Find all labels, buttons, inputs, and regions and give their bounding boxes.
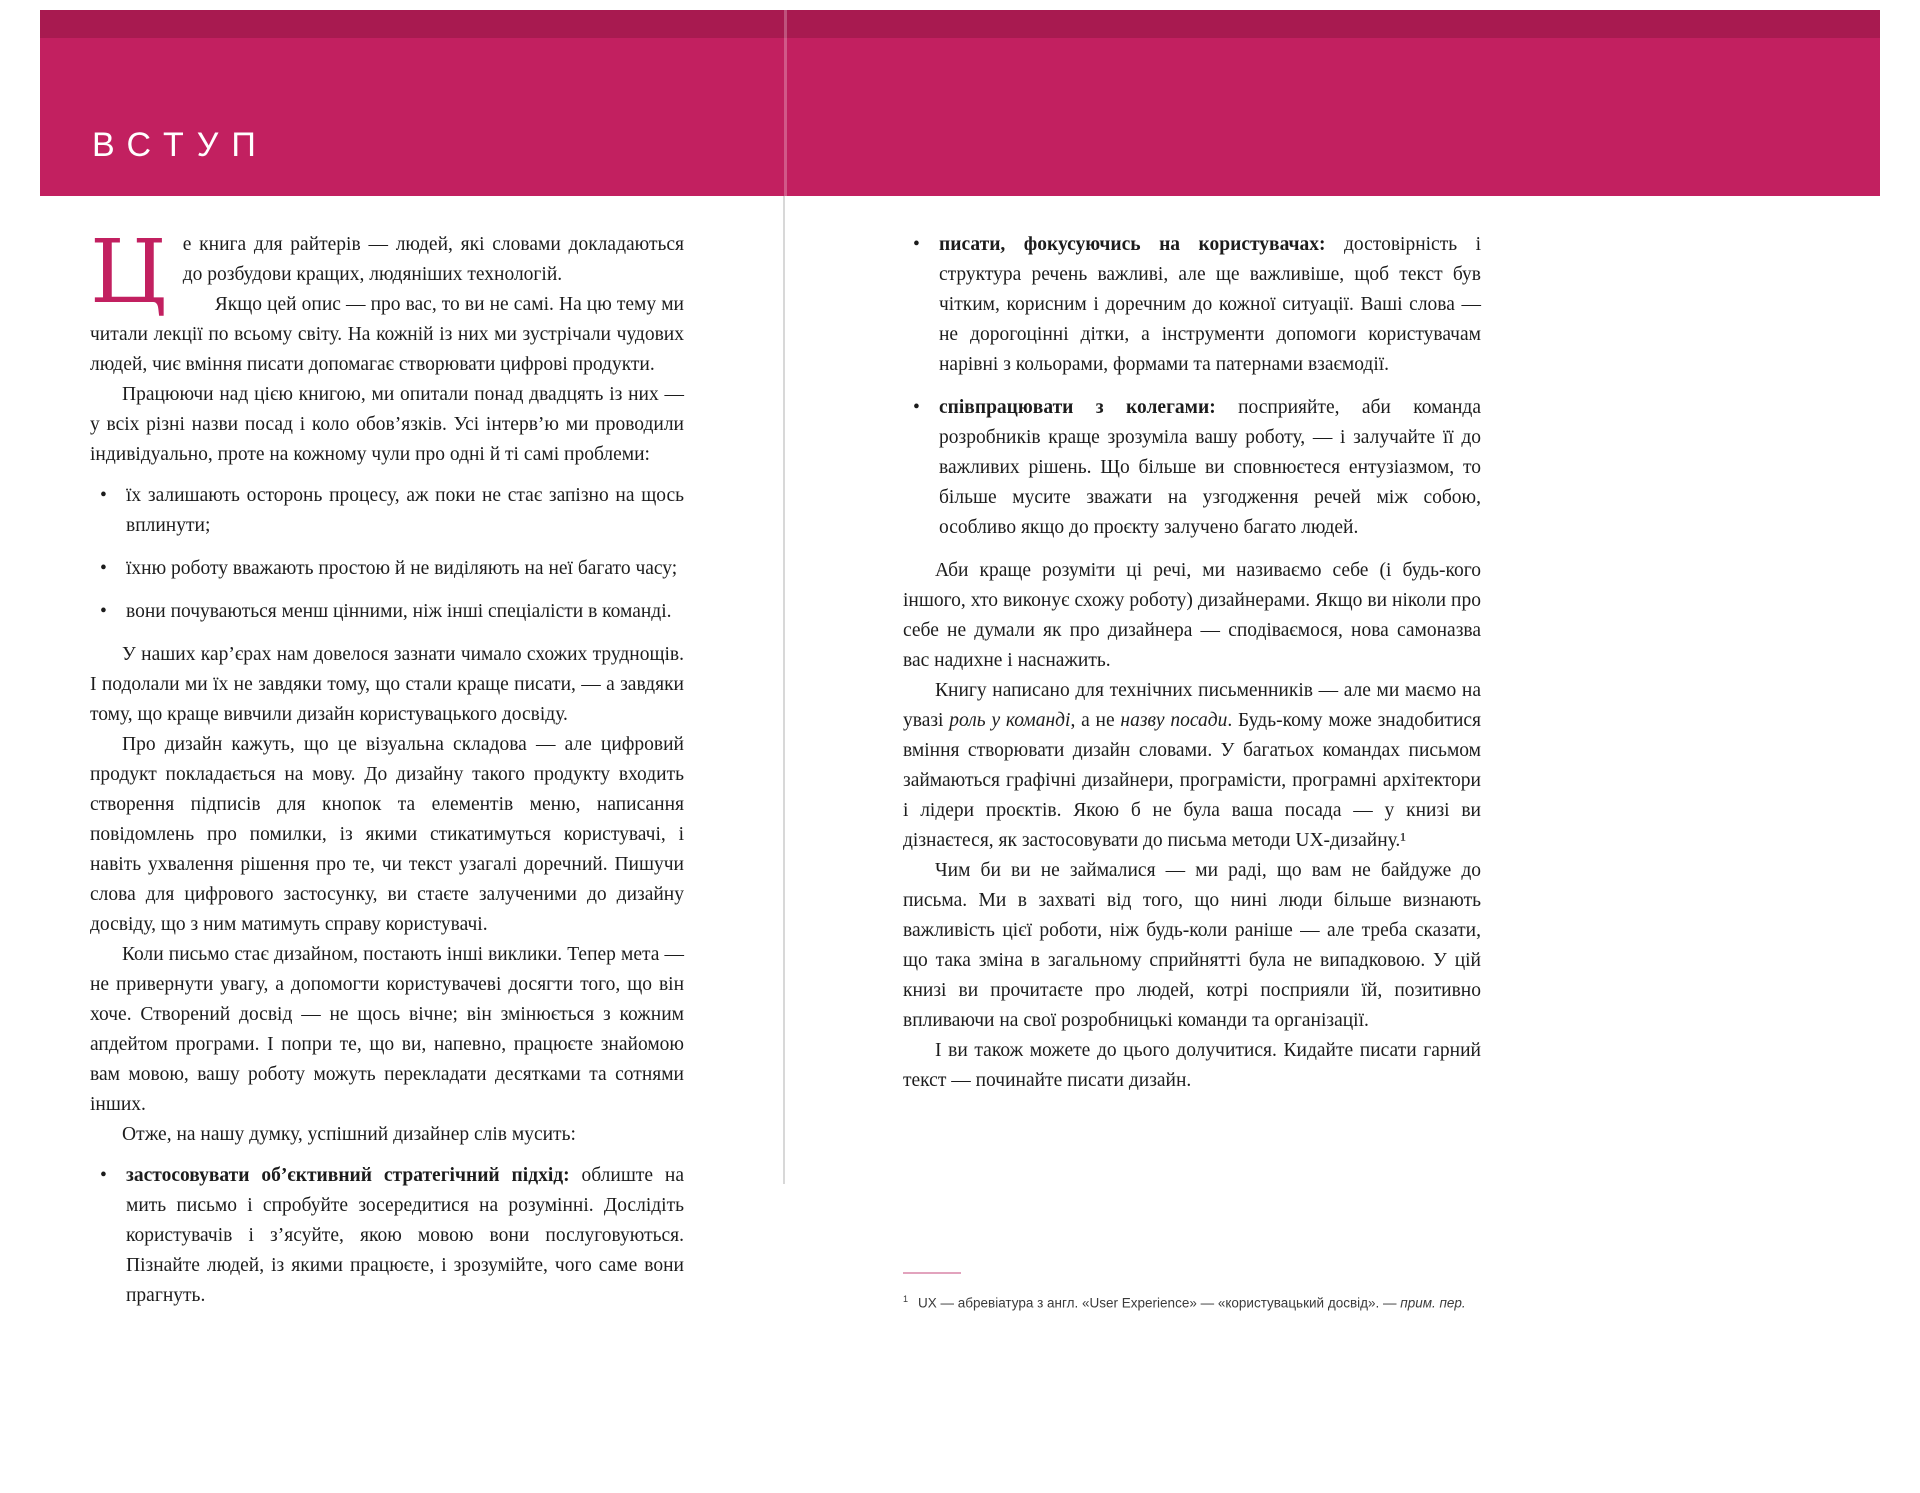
paragraph: Коли письмо стає дизайном, постають інші виклики. Тепер мета — не привернути увагу, а допомогти користувачеві досягти того, що він хоче. Створений досвід — не щось вічне; він змінюється з кожним апдейтом програми. І попри те, що ви, напевно, працюєте знайомою вам мовою, вашу роботу можуть перекладати десятками та сотнями інших. (90, 944, 684, 1115)
paragraph-text: . Будь-кому може знадобитися вміння створювати дизайн словами. У багатьох командах письмом займаються графічні дизайнери, програмісти, програмні архітектори і лідери проєктів. Якою б не була ваша посада — у книзі ви дізнаєтеся, як застосовувати до письма методи UX-дизайну.¹ (903, 710, 1482, 851)
paragraph: І ви також можете до цього долучитися. Кидайте писати гарний текст — починайте писати дизайн. (903, 1040, 1481, 1091)
paragraph: Якщо цей опис — про вас, то ви не самі. На цю тему ми читали лекції по всьому світу. На кожній із них ми зустрічали чудових людей, чиє вміння писати допомагає створювати цифрові продукти. (90, 294, 684, 375)
drop-cap: Ц (90, 220, 167, 323)
footnote-italic: прим. пер. (1400, 1295, 1466, 1311)
list-item-text: посприяйте, аби команда розробників краще зрозуміла вашу роботу, — і залучайте її до важливих рішень. Що більше ви сповнюєтеся ентузіазмом, то більше мусите зважати на узгодження речей між собою, особливо якщо до проєкту залучено багато людей. (939, 397, 1481, 538)
list-item-text: облиште на мить письмо і спробуйте зосередитися на розумінні. Дослідіть користувачів і з’ясуйте, якою мовою вони послуговуються. Пізнайте людей, із якими працюєте, і зрозумійте, чого саме вони прагнуть. (126, 1165, 684, 1306)
bullet-list (903, 230, 1481, 543)
paragraph: Про дизайн кажуть, що це візуальна складова — але цифровий продукт покладається на мову. До дизайну такого продукту входить створення підписів для кнопок та елементів меню, написання повідомлень про помилки, із якими стикатимуться користувачі, і навіть ухвалення рішення про те, чи текст узагалі доречний. Пишучи слова для цифрового застосунку, ви стаєте залученими до дизайну досвіду, що з ним матимуть справу користувачі. (90, 734, 684, 935)
chapter-title: ВСТУП (92, 126, 269, 164)
bullet-list (90, 481, 684, 627)
left-page-column (90, 220, 684, 1311)
list-item-text: достовірність і структура речень важливі, але ще важливіше, щоб текст був чітким, корисним і доречним до кожної ситуації. Ваші слова — не дорогоцінні дітки, а інструменти допомоги користувачам нарівні з кольорами, формами та патернами взаємодії. (939, 234, 1482, 375)
list-item: • їхню роботу вважають простою й не виділяють на неї багато часу; (90, 554, 684, 584)
page-divider (783, 196, 785, 1184)
footnote (903, 1272, 1481, 1313)
list-item: • їх залишають осторонь процесу, аж поки не стає запізно на щось вплинути; (90, 481, 684, 541)
paragraph (90, 220, 684, 323)
chapter-banner (40, 10, 1880, 196)
paragraph: Чим би ви не займалися — ми раді, що вам не байдуже до письма. Ми в захваті від того, що нині люди більше визнають важливість цієї роботи, ніж будь-коли раніше — але треба сказати, що така зміна в загальному сприйнятті була не випадковою. У цій книзі ви прочитаєте про людей, котрі посприяли їй, позитивно впливаючи на свої розробницькі команди та організації. (903, 860, 1481, 1031)
footnote-body: UX — абревіатура з англ. «User Experience» — «користувацький досвід». — (918, 1295, 1401, 1311)
footnote-text (903, 1290, 1481, 1313)
list-item-lead: співпрацювати з колегами: (939, 397, 1216, 418)
paragraph (903, 676, 1481, 856)
italic-text: назву посади (1120, 710, 1228, 731)
list-item (903, 230, 1481, 380)
paragraph-text: е книга для райтерів — людей, які словами докладаються до розбудови кращих, людяніших технологій. (182, 234, 684, 285)
bullet-list (90, 1161, 684, 1311)
paragraph: Аби краще розуміти ці речі, ми називаємо себе (і будь-кого іншого, хто виконує схожу роботу) дизайнерами. Якщо ви ніколи про себе не думали як про дизайнера — сподіваємося, нова самоназва вас надихне і наснажить. (903, 560, 1481, 671)
banner-spine-line (784, 10, 787, 196)
right-page-column (903, 230, 1481, 1096)
paragraph: Працюючи над цією книгою, ми опитали понад двадцять із них — у всіх різні назви посад і коло обов’язків. Усі інтерв’ю ми проводили індивідуально, проте на кожному чули про одні й ті самі проблеми: (90, 384, 684, 465)
paragraph: У наших кар’єрах нам довелося зазнати чимало схожих труднощів. І подолали ми їх не завдяки тому, що стали краще писати, — а завдяки тому, що краще вивчили дизайн користувацького досвіду. (90, 644, 684, 725)
paragraph-text: , а не (1070, 710, 1121, 731)
list-item: • вони почуваються менш цінними, ніж інші спеціалісти в команді. (90, 597, 684, 627)
paragraph-text: Книгу написано для технічних письменників — але ми маємо на увазі (903, 680, 1481, 731)
italic-text: роль у команді (949, 710, 1071, 731)
list-item (90, 1161, 684, 1311)
list-item-lead: застосовувати об’єктивний стратегічний підхід: (126, 1165, 570, 1186)
paragraph: Отже, на нашу думку, успішний дизайнер слів мусить: (122, 1124, 576, 1145)
list-item-lead: писати, фокусуючись на користувачах: (939, 234, 1326, 255)
list-item (903, 393, 1481, 543)
footnote-rule (903, 1272, 961, 1274)
footnote-marker: 1 (903, 1294, 909, 1304)
